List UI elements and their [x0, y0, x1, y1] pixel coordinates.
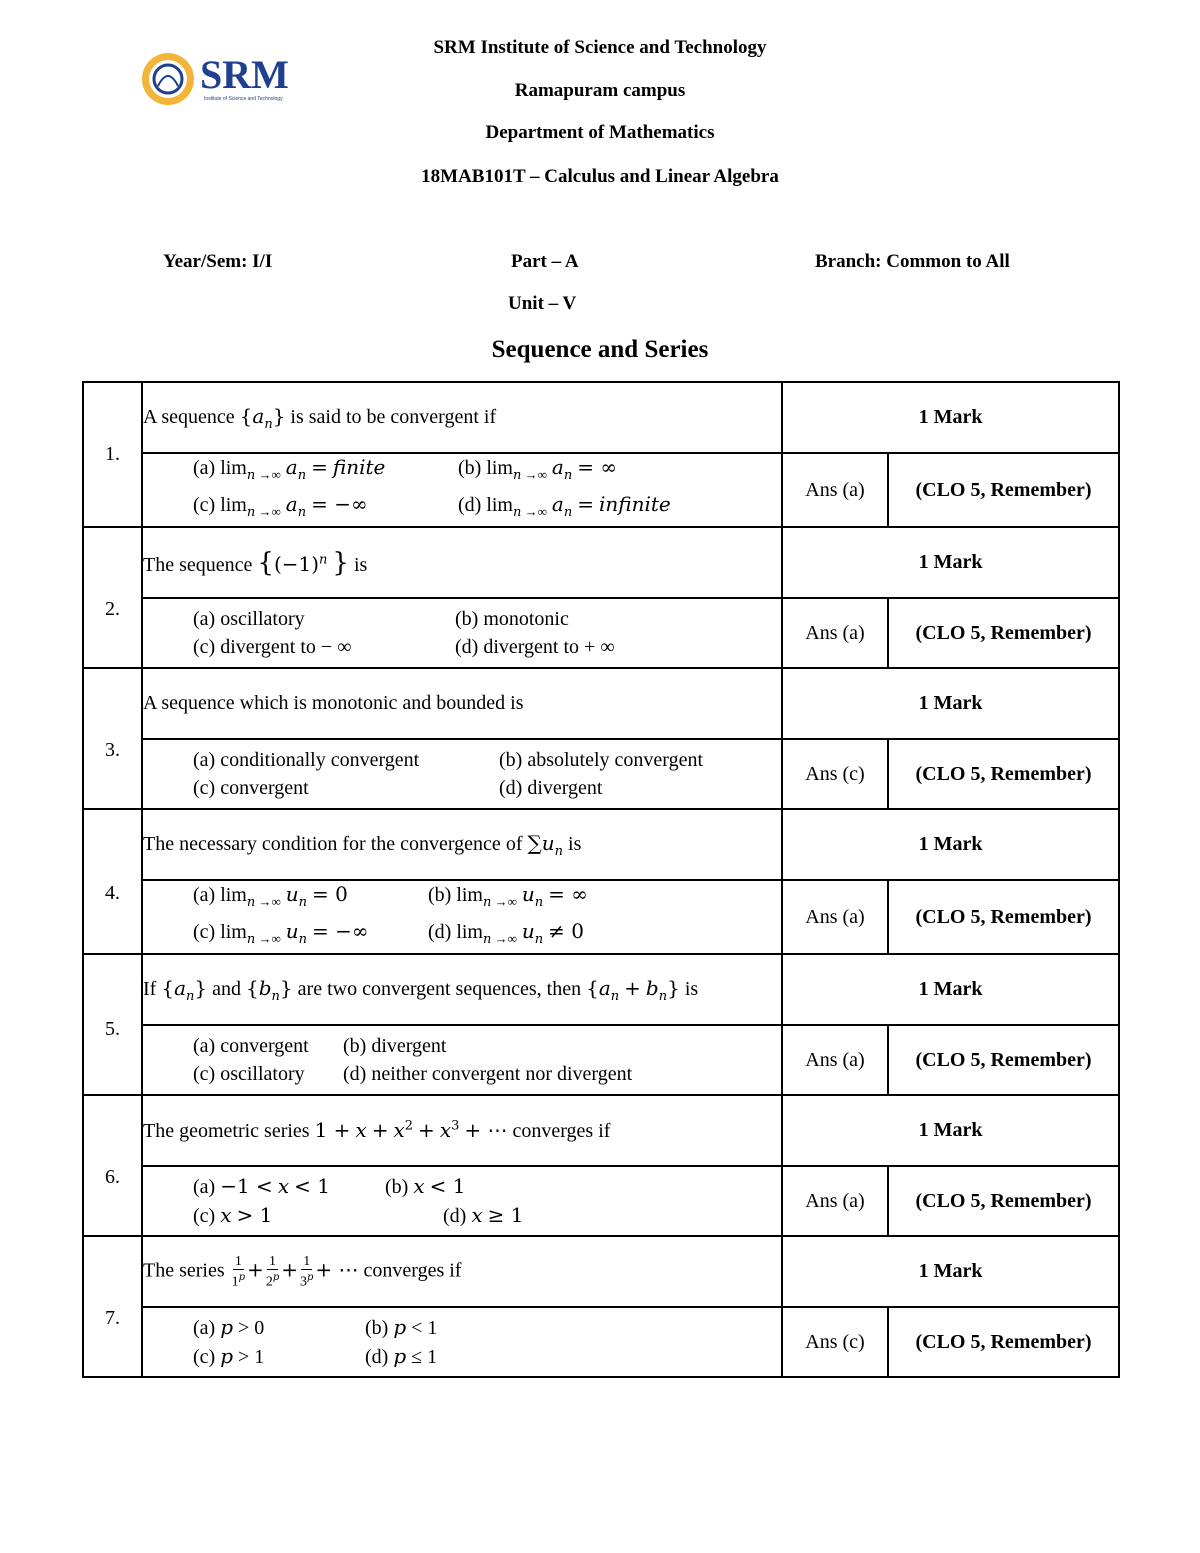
answer-label: Ans (c): [782, 739, 888, 809]
question-text: The necessary condition for the convergence of $\sum u_n$ is: [142, 809, 782, 880]
branch-label: Branch: Common to All: [815, 251, 1010, 272]
option-b: (b) absolutely convergent: [499, 749, 704, 771]
question-2-row: [83, 527, 1119, 598]
part-label: Part – A: [511, 251, 579, 272]
logo-subtext: Institute of Science and Technology: [204, 96, 283, 102]
question-number: 5.: [83, 954, 142, 1095]
question-4-row: [83, 809, 1119, 880]
option-a: (a) oscillatory: [193, 608, 305, 630]
question-number: 1.: [83, 382, 142, 527]
question-7-row: [83, 1236, 1119, 1307]
mark-label: 1 Mark: [782, 1095, 1119, 1166]
clo-label: (CLO 5, Remember): [888, 1166, 1119, 1236]
course-name: 18MAB101T – Calculus and Linear Algebra: [421, 166, 779, 187]
options: (a) $\lim_{n \to\infty} u_n = 0$ (b) $\lim_{n \to\infty} u_n$ = ∞ (c) $\lim_{n \to\infty} u_n$ = −∞ (d) $\lim_{n \to\infty} u_n \ne 0$: [142, 880, 782, 954]
question-5-options-row: [83, 1025, 1119, 1095]
clo-label: (CLO 5, Remember): [888, 1025, 1119, 1095]
option-c: (c) oscillatory: [193, 1063, 305, 1085]
question-5-row: [83, 954, 1119, 1025]
answer-label: Ans (a): [782, 1166, 888, 1236]
year-sem: Year/Sem: I/I: [163, 251, 273, 272]
options: (a) −1 < x < 1 (b) x < 1 (c) x > 1 (d) x ≥ 1: [142, 1166, 782, 1236]
answer-label: Ans (c): [782, 1307, 888, 1377]
options: [142, 598, 782, 668]
clo-label: (CLO 5, Remember): [888, 739, 1119, 809]
clo-label: (CLO 5, Remember): [888, 598, 1119, 668]
question-number: 6.: [83, 1095, 142, 1236]
question-text: The series $\frac{1}{1^p}$ + $\frac{1}{2^p}$ + $\frac{1}{3^p}$ + ⋯ converges if: [142, 1236, 782, 1307]
question-text: The geometric series $1 + x + x^2 + x^3$ + ⋯ converges if: [142, 1095, 782, 1166]
answer-label: Ans (a): [782, 453, 888, 527]
mark-label: 1 Mark: [782, 668, 1119, 739]
mark-label: 1 Mark: [782, 1236, 1119, 1307]
answer-label: Ans (a): [782, 598, 888, 668]
question-number: 4.: [83, 809, 142, 954]
logo-text: SRM: [200, 52, 289, 97]
question-2-options-row: [83, 598, 1119, 668]
clo-label: (CLO 5, Remember): [888, 1307, 1119, 1377]
options: (a) $\lim_{n \to\infty} a_n$ = finite (b) $\lim_{n \to\infty} a_n$ = ∞ (c) $\lim_{n \to\infty} a_n$ = −∞ (d) $\lim_{n \to\infty} a_n$ = infinite: [142, 453, 782, 527]
campus-name: Ramapuram campus: [514, 80, 686, 101]
questions-table: [82, 381, 1120, 1378]
options: [142, 739, 782, 809]
question-6-row: [83, 1095, 1119, 1166]
question-text: A sequence which is monotonic and bounded is: [142, 668, 782, 739]
question-text: If $\{a_n\}$ and $\{b_n\}$ are two convergent sequences, then $\{a_n + b_n\}$ is: [142, 954, 782, 1025]
question-3-options-row: [83, 739, 1119, 809]
page-title: Sequence and Series: [491, 336, 709, 363]
question-number: 2.: [83, 527, 142, 668]
options: (a) p > 0 (b) p < 1 (c) p > 1 (d) p ≤ 1: [142, 1307, 782, 1377]
mark-label: 1 Mark: [782, 809, 1119, 880]
option-d: (d) divergent to + ∞: [455, 636, 615, 658]
question-number: 3.: [83, 668, 142, 809]
clo-label: (CLO 5, Remember): [888, 453, 1119, 527]
option-a: (a) conditionally convergent: [193, 749, 420, 771]
option-b: (b) monotonic: [455, 608, 569, 630]
option-b: (b) divergent: [343, 1035, 447, 1057]
question-7-options-row: [83, 1307, 1119, 1377]
options: [142, 1025, 782, 1095]
mark-label: 1 Mark: [782, 382, 1119, 453]
department-name: Department of Mathematics: [485, 122, 715, 143]
answer-label: Ans (a): [782, 1025, 888, 1095]
institution-name: SRM Institute of Science and Technology: [433, 37, 767, 58]
question-6-options-row: [83, 1166, 1119, 1236]
option-d: (d) neither convergent nor divergent: [343, 1063, 633, 1085]
question-1-row: [83, 382, 1119, 453]
option-c: (c) divergent to − ∞: [193, 636, 352, 658]
option-d: (d) divergent: [499, 777, 603, 799]
option-a: (a) convergent: [193, 1035, 309, 1057]
option-c: (c) convergent: [193, 777, 309, 799]
question-3-row: [83, 668, 1119, 739]
question-4-options-row: [83, 880, 1119, 954]
question-number: 7.: [83, 1236, 142, 1377]
question-1-options-row: [83, 453, 1119, 527]
mark-label: 1 Mark: [782, 527, 1119, 598]
answer-label: Ans (a): [782, 880, 888, 954]
clo-label: (CLO 5, Remember): [888, 880, 1119, 954]
mark-label: 1 Mark: [782, 954, 1119, 1025]
question-text: A sequence $\{a_n\}$ is said to be convergent if: [142, 382, 782, 453]
question-text: The sequence {$(-1)^n$ } is: [142, 527, 782, 598]
unit-label: Unit – V: [508, 293, 577, 314]
